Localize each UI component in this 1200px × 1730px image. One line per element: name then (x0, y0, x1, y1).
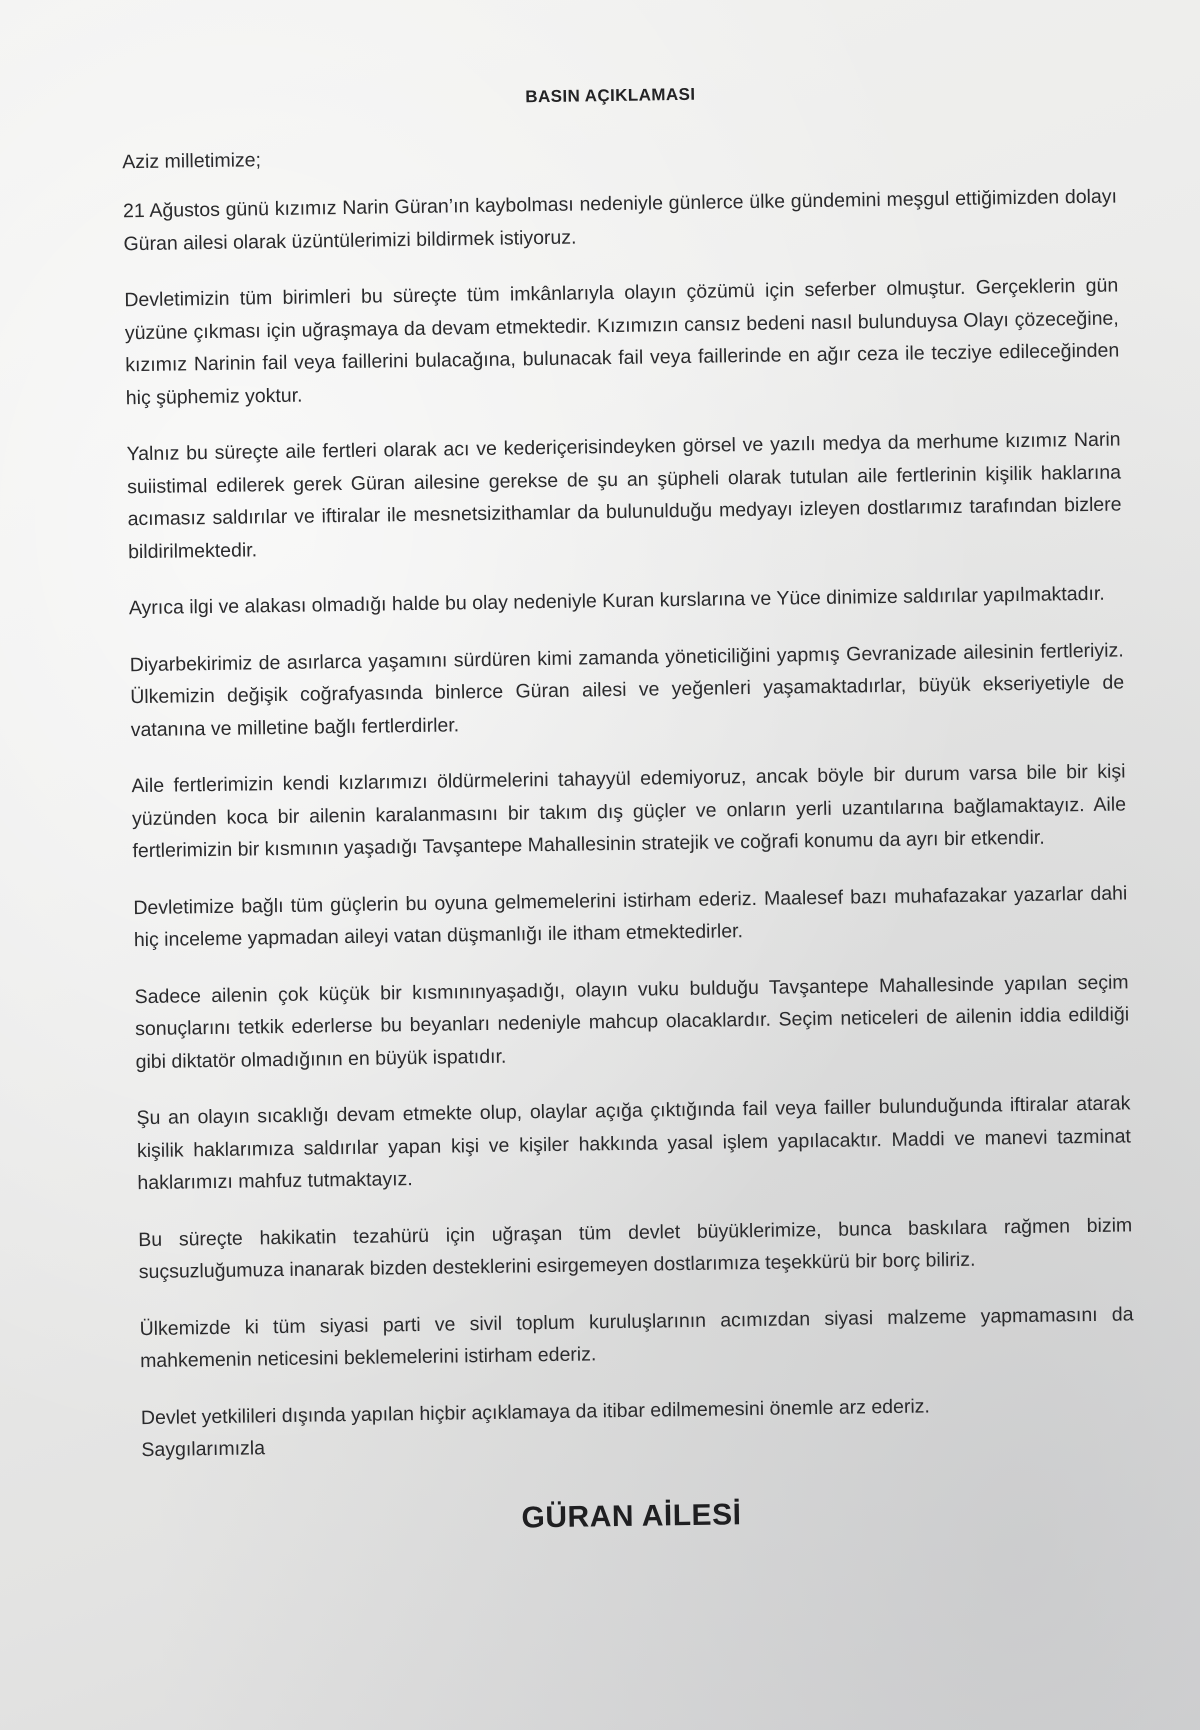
paragraph-11: Ülkemizde ki tüm siyasi parti ve sivil toplum kuruluşlarının acımızdan siyasi malzeme yapmamasını da mahkemenin neticesini beklemelerini istirham ederiz. (139, 1302, 1134, 1373)
paragraph-12: Devlet yetkilileri dışında yapılan hiçbir açıklamaya da itibar edilmemesini önemle arz ederiz. (140, 1394, 931, 1429)
paragraph-6: Aile fertlerimizin kendi kızlarımızı öldürmelerini tahayyül edemiyoruz, ancak böyle bir durum varsa bile bir kişi yüzünden koca bir ailenin karalanmasını bir takım dış güçler ve onların yerli uzantılarına bağlamaktayız. Aile fertlerimizin bir kısmının yaşadığı Tavşantepe Mahallesinin stratejik ve coğrafi konumu da ayrı bir etkendir. (131, 760, 1127, 863)
signature: GÜRAN AİLESİ (521, 1497, 742, 1534)
paragraph-9: Şu an olayın sıcaklığı devam etmekte olup, olaylar açığa çıktığında fail veya failler bulunduğunda iftiralar atarak kişilik haklarımıza saldırılar yapan kişi ve kişiler hakkında yasal işlem yapılacaktır. Maddi ve manevi tazminat haklarımızı mahfuz tutmaktayız. (136, 1092, 1132, 1195)
paragraph-8: Sadece ailenin çok küçük bir kısmınınyaşadığı, olayın vuku bulduğu Tavşantepe Mahallesinde yapılan seçim sonuçlarını tetkik ederlerse bu beyanları nedeniyle mahcup olacaklardır. Seçim neticeleri de ailenin iddia edildiği gibi diktatör olmadığının en büyük ispatıdır. (134, 970, 1130, 1073)
press-release-document (105, 63, 1137, 1541)
paragraph-4: Ayrıca ilgi ve alakası olmadığı halde bu olay nedeniyle Kuran kurslarına ve Yüce dinimize saldırılar yapılmaktadır. (128, 582, 1105, 620)
salutation: Aziz milletimize; (122, 149, 262, 174)
paragraph-3: Yalnız bu süreçte aile fertleri olarak acı ve kederiçerisindeyken görsel ve yazılı medya da merhume kızımız Narin suiistimal edilerek gerek Güran ailesine gerekse de şu an şüpheli olarak tutulan aile fertlerinin kişilik haklarına acımasız saldırılar ve iftiralar ile mesnetsizithamlar da bulunulduğu medyayı izleyen dostlarımız tarafından bizlere bildirilmektedir. (126, 428, 1122, 563)
closing-line: Saygılarımızla (141, 1437, 266, 1462)
paragraph-7: Devletimize bağlı tüm güçlerin bu oyuna gelmemelerini istirham ederiz. Maalesef bazı muhafazakar yazarlar dahi hiç inceleme yapmadan aileyi vatan düşmanlığı ile itham etmektedirler. (133, 881, 1128, 952)
paragraph-2: Devletimizin tüm birimleri bu süreçte tüm imkânlarıyla olayın çözümü için seferber olmuştur. Gerçeklerin gün yüzüne çıkması için uğraşmaya da devam etmektedir. Kızımızın cansız bedeni nasıl bulunduysa Olayı çözeceğine, kızımız Narinin fail veya faillerini bulacağına, bulunacak fail veya faillerinde en ağır ceza ile tecziye edileceğinden hiç şüphemiz yoktur. (124, 274, 1120, 409)
document-heading: BASIN AÇIKLAMASI (525, 84, 696, 107)
paragraph-1: 21 Ağustos günü kızımız Narin Güran’ın kaybolması nedeniyle günlerce ülke gündemini meşgul ettiğimizden dolayı Güran ailesi olarak üzüntülerimizi bildirmek istiyoruz. (122, 185, 1118, 255)
paragraph-10: Bu süreçte hakikatin tezahürü için uğraşan tüm devlet büyüklerimize, bunca baskılara rağmen bizim suçsuzluğumuza inanarak bizden desteklerini esirgemeyen dostlarımıza teşekkürü bir borç biliriz. (138, 1213, 1133, 1284)
paragraph-5: Diyarbekirimiz de asırlarca yaşamını sürdüren kimi zamanda yöneticiliğini yapmış Gevranizade ailesinin fertleriyiz. Ülkemizin değişik coğrafyasında binlerce Güran ailesi ve yeğenleri yaşamaktadırlar, büyük ekseriyetiyle de vatanına ve milletine bağlı fertlerdirler. (129, 638, 1125, 741)
